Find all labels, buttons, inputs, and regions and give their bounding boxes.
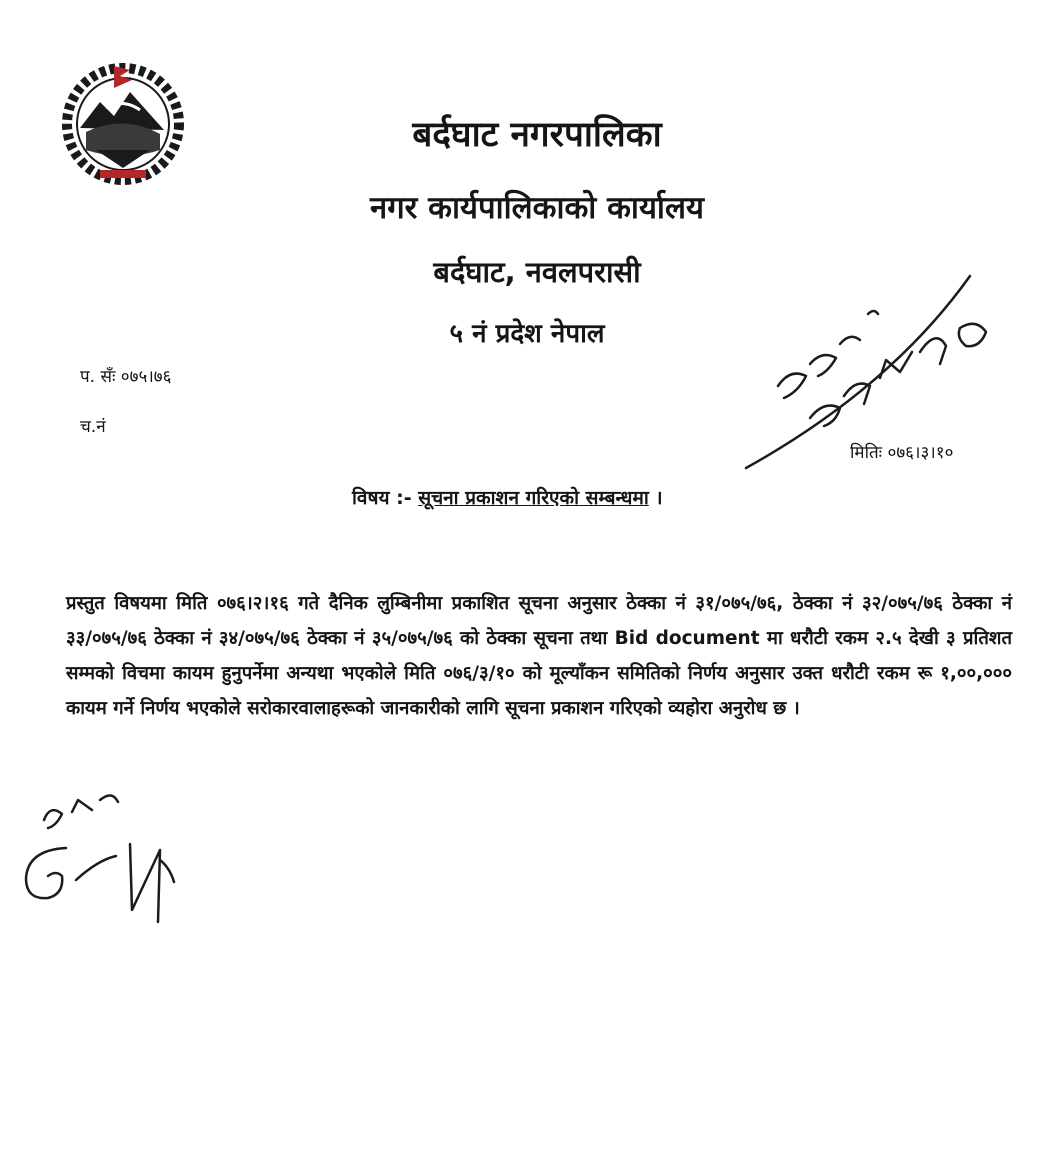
notice-body: प्रस्तुत विषयमा मिति ०७६।२।१६ गते दैनिक लुम्बिनीमा प्रकाशित सूचना अनुसार ठेक्का नं ३१/०७५/७६, ठेक्का नं ३२/०७५/७६ ठेक्का नं ३३/०७५/७६ ठेक्का नं ३४/०७५/७६ ठेक्का नं ३५/०७५/७६ को ठेक्का सूचना तथा Bid document मा धरौटी रकम २.५ देखी ३ प्रतिशत सम्मको विचमा कायम हुनुपर्नेमा अन्यथा भएकोले मिति ०७६/३/१० को मूल्याँकन समितिको निर्णय अनुसार उक्त धरौटी रकम रू १,००,००० कायम गर्ने निर्णय भएकोले सरोकारवालाहरूको जानकारीको लागि सूचना प्रकाशन गरिएको व्यहोरा अनुरोध छ । xyxy=(66,593,1012,719)
office-name: नगर कार्यपालिकाको कार्यालय xyxy=(370,190,704,226)
subject-text: सूचना प्रकाशन गरिएको सम्बन्धमा xyxy=(418,487,649,509)
handwritten-signature xyxy=(18,790,188,930)
office-location: बर्दघाट, नवलपरासी xyxy=(433,255,641,289)
reference-number: प. सँः ०७५।७६ xyxy=(80,367,172,387)
dispatch-number: च.नं xyxy=(80,417,106,437)
document-date: मितिः ०७६।३।१० xyxy=(850,443,954,463)
municipality-name: बर्दघाट नगरपालिका xyxy=(412,115,662,155)
handwritten-receipt-signature xyxy=(740,268,1010,476)
subject-end: । xyxy=(655,487,663,509)
subject-line xyxy=(352,484,663,510)
subject-label: विषय :- xyxy=(352,487,412,509)
province-country: ५ नं प्रदेश नेपाल xyxy=(449,319,605,349)
